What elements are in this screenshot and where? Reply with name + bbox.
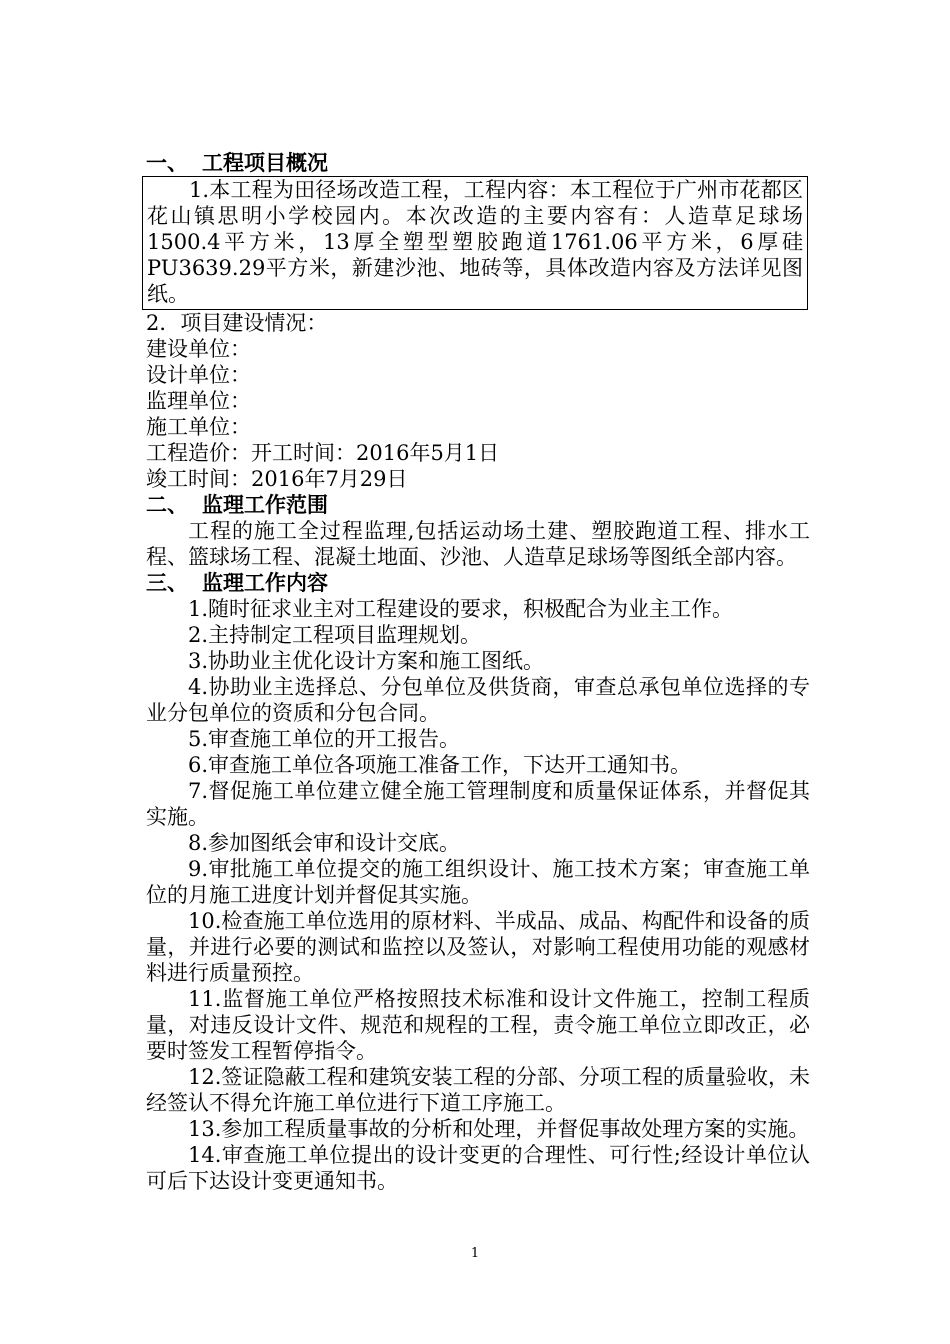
overview-paragraph: 1.本工程为田径场改造工程，工程内容：本工程位于广州市花都区花山镇思明小学校园内。本次改造的主要内容有：人造草足球场1500.4平方米，13厚全塑型塑胶跑道1761.06平方米，6厚硅PU3639.29平方米，新建沙池、地砖等，具体改造内容及方法详见图纸。	[147, 178, 803, 306]
info-line-designer: 设计单位：	[146, 363, 251, 387]
info-line-builder: 建设单位：	[146, 337, 251, 361]
construction-subtitle: 2．项目建设情况：	[146, 311, 328, 335]
list-item: 4.协助业主选择总、分包单位及供货商，审查总承包单位选择的专业分包单位的资质和分包合同。	[146, 675, 810, 725]
document-body	[146, 150, 810, 1194]
section-title: 工程项目概况	[202, 150, 328, 175]
list-item: 5.审查施工单位的开工报告。	[188, 727, 461, 751]
overview-box	[142, 176, 808, 310]
list-item: 11.监督施工单位严格按照技术标准和设计文件施工，控制工程质量，对违反设计文件、规范和规程的工程，责令施工单位立即改正，必要时签发工程暂停指令。	[146, 987, 810, 1063]
section-title: 监理工作范围	[202, 492, 328, 517]
page-number: 1	[470, 1246, 480, 1261]
list-item: 12.签证隐蔽工程和建筑安装工程的分部、分项工程的质量验收，未经签认不得允许施工单位进行下道工序施工。	[146, 1065, 810, 1115]
section-heading-1	[146, 150, 810, 176]
list-item: 10.检查施工单位选用的原材料、半成品、成品、构配件和设备的质量，并进行必要的测试和监控以及签认，对影响工程使用功能的观感材料进行质量预控。	[146, 909, 810, 985]
info-line-contractor: 施工单位：	[146, 415, 251, 439]
section-number: 二、	[146, 492, 188, 517]
info-line-completion: 竣工时间：2016年7月29日	[146, 467, 408, 491]
section-title: 监理工作内容	[202, 570, 328, 595]
section-number: 三、	[146, 570, 188, 595]
list-item: 2.主持制定工程项目监理规划。	[188, 623, 482, 647]
list-item: 7.督促施工单位建立健全施工管理制度和质量保证体系，并督促其实施。	[146, 779, 810, 829]
scope-paragraph: 工程的施工全过程监理,包括运动场土建、塑胶跑道工程、排水工程、篮球场工程、混凝土地面、沙池、人造草足球场等图纸全部内容。	[146, 519, 810, 569]
info-line-cost-start: 工程造价：开工时间：2016年5月1日	[146, 441, 500, 465]
section-heading-2	[146, 492, 810, 518]
list-item: 8.参加图纸会审和设计交底。	[188, 831, 461, 855]
section-heading-3	[146, 570, 810, 596]
list-item: 14.审查施工单位提出的设计变更的合理性、可行性;经设计单位认可后下达设计变更通知书。	[146, 1143, 810, 1193]
section-number: 一、	[146, 150, 188, 175]
info-line-supervisor: 监理单位：	[146, 389, 251, 413]
list-item: 1.随时征求业主对工程建设的要求，积极配合为业主工作。	[188, 597, 734, 621]
list-item: 6.审查施工单位各项施工准备工作，下达开工通知书。	[188, 753, 692, 777]
list-item: 9.审批施工单位提交的施工组织设计、施工技术方案；审查施工单位的月施工进度计划并督促其实施。	[146, 857, 810, 907]
list-item: 13.参加工程质量事故的分析和处理，并督促事故处理方案的实施。	[188, 1117, 810, 1141]
list-item: 3.协助业主优化设计方案和施工图纸。	[188, 649, 545, 673]
